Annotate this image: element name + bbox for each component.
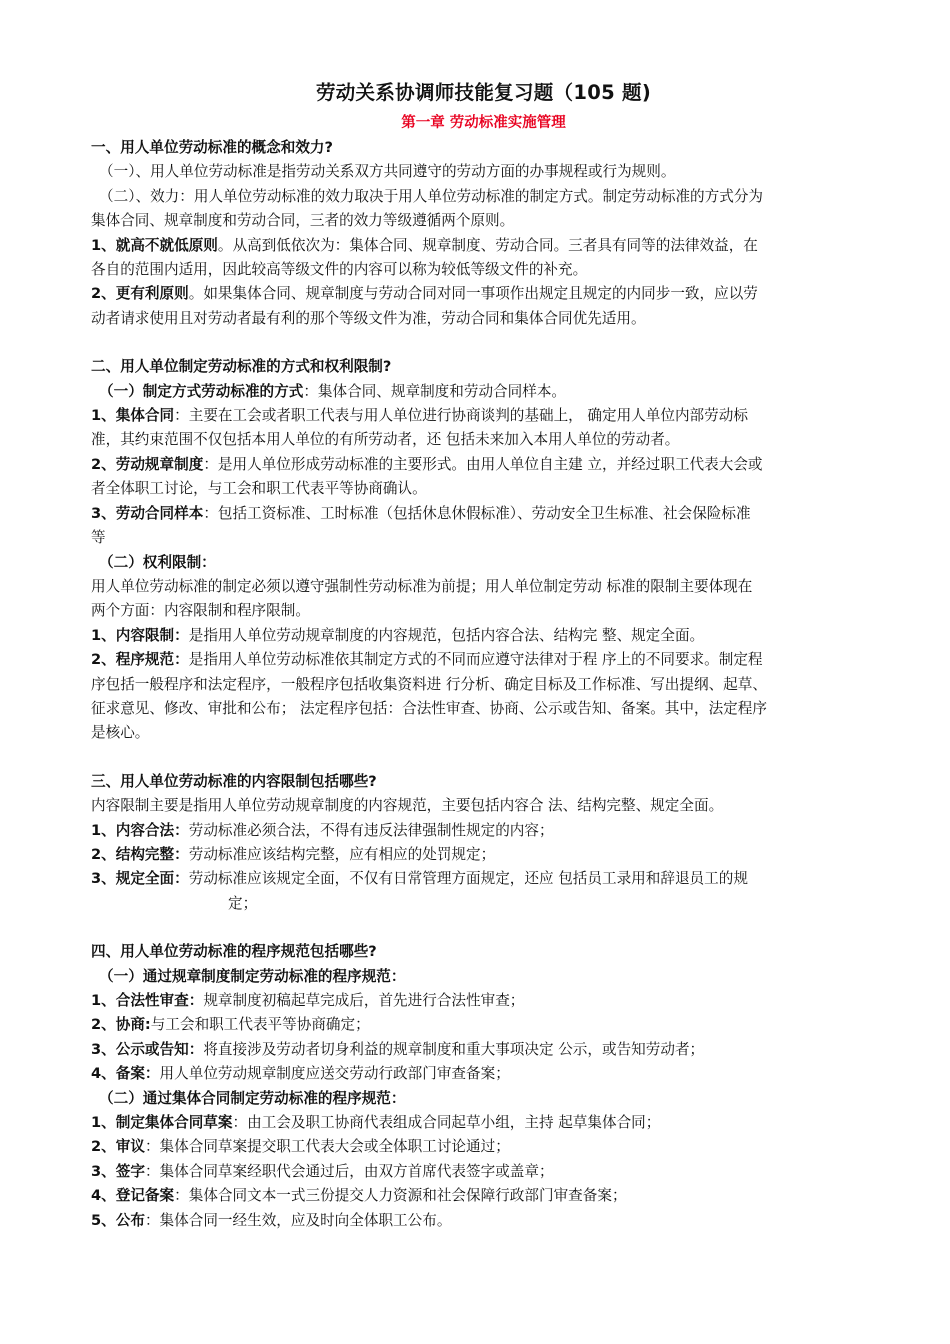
s2-item-1	[91, 404, 876, 428]
s1-item-1-cont: 各自的范围内适用，因此较高等级文件的内容可以称为较低等级文件的补充。	[91, 261, 588, 279]
item-text: ：由工会及职工协商代表组成合同起草小组，主持 起草集体合同；	[232, 1114, 661, 1132]
s2-limit-2-cont: 征求意见、修改、审批和公布； 法定程序包括：合法性审查、协商、公示或告知、备案。其中，法定程序	[91, 699, 767, 717]
s2-limit-1	[91, 624, 876, 648]
s2-item-3	[91, 502, 876, 526]
item-text: ：集体合同文本一式三份提交人力资源和社会保障行政部门审查备案；	[174, 1187, 627, 1205]
question-4-heading: 四、用人单位劳动标准的程序规范包括哪些?	[91, 943, 377, 961]
item-label: 2、结构完整：	[91, 845, 189, 863]
item-text: 是指用人单位劳动规章制度的内容规范，包括内容合法、结构完 整、规定全面。	[188, 626, 705, 644]
item-label: 1、集体合同	[91, 407, 175, 425]
s1-item-2-cont: 动者请求使用且对劳动者最有利的那个等级文件为准，劳动合同和集体合同优先适用。	[91, 309, 646, 327]
item-label: 4、登记备案	[91, 1187, 175, 1205]
s4-b-item-5	[91, 1209, 876, 1233]
s1-paragraph: 集体合同、规章制度和劳动合同，三者的效力等级遵循两个原则。	[91, 212, 515, 230]
s4-a-item-1	[91, 989, 876, 1013]
s4-sub-1: （一）通过规章制度制定劳动标准的程序规范：	[99, 967, 406, 985]
s4-b-item-3	[91, 1160, 876, 1184]
s2-sub-1	[91, 380, 876, 404]
s1-item-1	[91, 234, 876, 258]
item-text: 规章制度初稿起草完成后，首先进行合法性审查；	[203, 992, 525, 1009]
item-label: 4、备案：	[91, 1065, 160, 1083]
sub-label: （一）制定方式劳动标准的方式	[99, 382, 304, 400]
spacer	[91, 331, 876, 355]
s4-a-item-3	[91, 1038, 876, 1062]
s3-item-3-cont: 定；	[228, 894, 258, 912]
document-title: 劳动关系协调师技能复习题（105 题)	[315, 81, 652, 104]
s3-item-3	[91, 867, 876, 891]
s3-paragraph: 内容限制主要是指用人单位劳动规章制度的内容规范，主要包括内容合 法、结构完整、规定全面。	[91, 797, 724, 815]
spacer	[91, 916, 876, 940]
item-text: ：集体合同一经生效，应及时向全体职工公布。	[144, 1211, 452, 1229]
item-text: 是指用人单位劳动标准依其制定方式的不同而应遵守法律对于程 序上的不同要求。制定程	[188, 651, 763, 669]
s2-limit-2-cont: 是核心。	[91, 724, 150, 742]
item-text: ：包括工资标准、工时标准（包括休息休假标准）、劳动安全卫生标准、社会保险标准	[203, 504, 751, 522]
item-text: ：是用人单位形成劳动标准的主要形式。由用人单位自主建 立，并经过职工代表大会或	[203, 455, 763, 473]
item-label: 2、审议	[91, 1138, 145, 1156]
question-2-heading: 二、用人单位制定劳动标准的方式和权利限制?	[91, 358, 392, 376]
document-page	[91, 78, 876, 1233]
s2-item-2-cont: 者全体职工讨论，与工会和职工代表平等协商确认。	[91, 480, 427, 498]
item-label: 1、就高不就低原则	[91, 236, 218, 254]
item-label: 3、公示或告知：	[91, 1040, 204, 1058]
item-text: ：集体合同草案提交职工代表大会或全体职工讨论通过；	[144, 1138, 510, 1156]
s4-sub-2: （二）通过集体合同制定劳动标准的程序规范：	[99, 1089, 406, 1107]
item-text: 。如果集体合同、规章制度与劳动合同对同一事项作出规定且规定的内同步一致，应以劳	[188, 285, 758, 303]
s4-b-item-4	[91, 1184, 876, 1208]
spacer	[91, 746, 876, 770]
question-3-heading: 三、用人单位劳动标准的内容限制包括哪些?	[91, 772, 377, 790]
s4-b-item-1	[91, 1111, 876, 1135]
item-text: 与工会和职工代表平等协商确定；	[150, 1016, 370, 1034]
s2-paragraph: 用人单位劳动标准的制定必须以遵守强制性劳动标准为前提；用人单位制定劳动 标准的限制主要体现在	[91, 577, 753, 595]
item-label: 2、程序规范：	[91, 651, 189, 669]
s4-a-item-2	[91, 1013, 876, 1037]
item-label: 2、更有利原则	[91, 285, 189, 303]
item-label: 5、公布	[91, 1211, 145, 1229]
item-text: ：主要在工会或者职工代表与用人单位进行协商谈判的基础上， 确定用人单位内部劳动标	[174, 407, 748, 425]
item-text: ：集体合同草案经职代会通过后，由双方首席代表签字或盖章；	[144, 1162, 554, 1180]
item-text: 劳动标准应该结构完整，应有相应的处罚规定；	[188, 845, 496, 863]
s2-paragraph-cont: 两个方面：内容限制和程序限制。	[91, 602, 310, 620]
question-1-heading: 一、用人单位劳动标准的概念和效力?	[91, 139, 333, 156]
s1-item-2	[91, 282, 876, 306]
item-text: 劳动标准必须合法，不得有违反法律强制性规定的内容；	[188, 821, 554, 839]
item-text: 劳动标准应该规定全面，不仅有日常管理方面规定，还应 包括员工录用和辞退员工的规	[188, 870, 748, 888]
item-label: 1、合法性审查：	[91, 992, 204, 1009]
s1-paragraph: （二）、效力：用人单位劳动标准的效力取决于用人单位劳动标准的制定方式。制定劳动标准的方式分为	[99, 187, 764, 205]
s4-a-item-4	[91, 1062, 876, 1086]
s4-b-item-2	[91, 1135, 876, 1159]
s2-item-3-cont: 等	[91, 529, 106, 547]
item-text: 。从高到低依次为：集体合同、规章制度、劳动合同。三者具有同等的法律效益，在	[217, 236, 758, 254]
s2-sub-2: （二）权利限制：	[99, 553, 216, 571]
chapter-heading: 第一章 劳动标准实施管理	[401, 115, 566, 131]
s3-item-2	[91, 843, 876, 867]
item-text: 将直接涉及劳动者切身利益的规章制度和重大事项决定 公示，或告知劳动者；	[203, 1040, 705, 1058]
s3-item-1	[91, 819, 876, 843]
item-label: 3、签字	[91, 1162, 145, 1180]
s2-limit-2	[91, 648, 876, 672]
item-label: 1、制定集体合同草案	[91, 1114, 233, 1132]
item-label: 1、内容合法：	[91, 821, 189, 839]
s2-limit-2-cont: 序包括一般程序和法定程序，一般程序包括收集资料进 行分析、确定目标及工作标准、写出提纲、起草、	[91, 675, 767, 693]
item-label: 1、内容限制：	[91, 626, 189, 644]
item-text: 用人单位劳动规章制度应送交劳动行政部门审查备案；	[159, 1065, 510, 1083]
sub-text: ：集体合同、规章制度和劳动合同样本。	[303, 382, 567, 400]
s1-paragraph: （一）、用人单位劳动标准是指劳动关系双方共同遵守的劳动方面的办事规程或行为规则。	[99, 163, 676, 181]
item-label: 3、规定全面：	[91, 870, 189, 888]
item-label: 2、协商:	[91, 1016, 151, 1034]
item-label: 3、劳动合同样本	[91, 504, 204, 522]
s2-item-2	[91, 453, 876, 477]
item-label: 2、劳动规章制度	[91, 455, 204, 473]
s2-item-1-cont: 准，其约束范围不仅包括本用人单位的有所劳动者，还 包括未来加入本用人单位的劳动者。	[91, 431, 680, 449]
